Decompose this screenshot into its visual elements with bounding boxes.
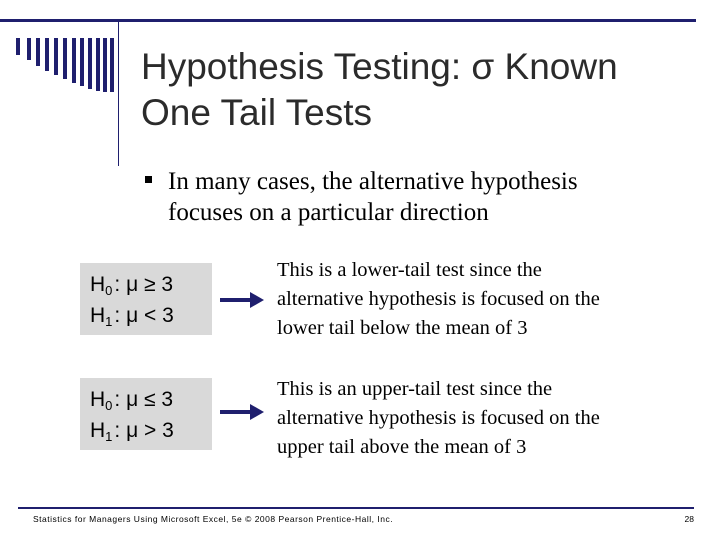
description-line: alternative hypothesis is focused on the: [277, 407, 600, 429]
lower-tail-description: [277, 256, 697, 343]
decorative-stripes: [16, 38, 134, 92]
square-bullet-icon: [145, 176, 152, 183]
bullet-line-1: In many cases, the alternative hypothesis: [168, 168, 578, 195]
description-line: This is a lower-tail test since the: [277, 259, 542, 281]
null-hypothesis: $H_0$: μ ≥ 3: [90, 273, 174, 298]
description-line: alternative hypothesis is focused on the: [277, 288, 600, 310]
title-divider: [118, 22, 119, 166]
page-number: 28: [684, 514, 694, 524]
description-line: This is an upper-tail test since the: [277, 378, 553, 400]
slide-title: [141, 44, 701, 136]
footer-citation: Statistics for Managers Using Microsoft Excel, 5e © 2008 Pearson Prentice-Hall, Inc.: [33, 514, 394, 524]
title-line-2: One Tail Tests: [141, 92, 373, 133]
hypothesis-box-lower: [80, 263, 212, 335]
alternative-hypothesis: $H_1$: μ < 3: [90, 304, 174, 329]
upper-tail-description: [277, 375, 697, 462]
alternative-hypothesis: $H_1$: μ > 3: [90, 419, 174, 444]
bottom-rule: [18, 507, 694, 509]
null-hypothesis: $H_0$: μ ≤ 3: [90, 388, 174, 413]
hypothesis-box-upper: [80, 378, 212, 450]
arrow-right-icon: [220, 404, 264, 420]
bullet-line-2: focuses on a particular direction: [168, 199, 489, 226]
description-line: upper tail above the mean of 3: [277, 436, 527, 458]
bullet-text: [168, 166, 678, 228]
arrow-right-icon: [220, 292, 264, 308]
title-line-1: Hypothesis Testing: σ Known: [141, 46, 618, 87]
description-line: lower tail below the mean of 3: [277, 317, 528, 339]
top-rule: [0, 19, 696, 22]
